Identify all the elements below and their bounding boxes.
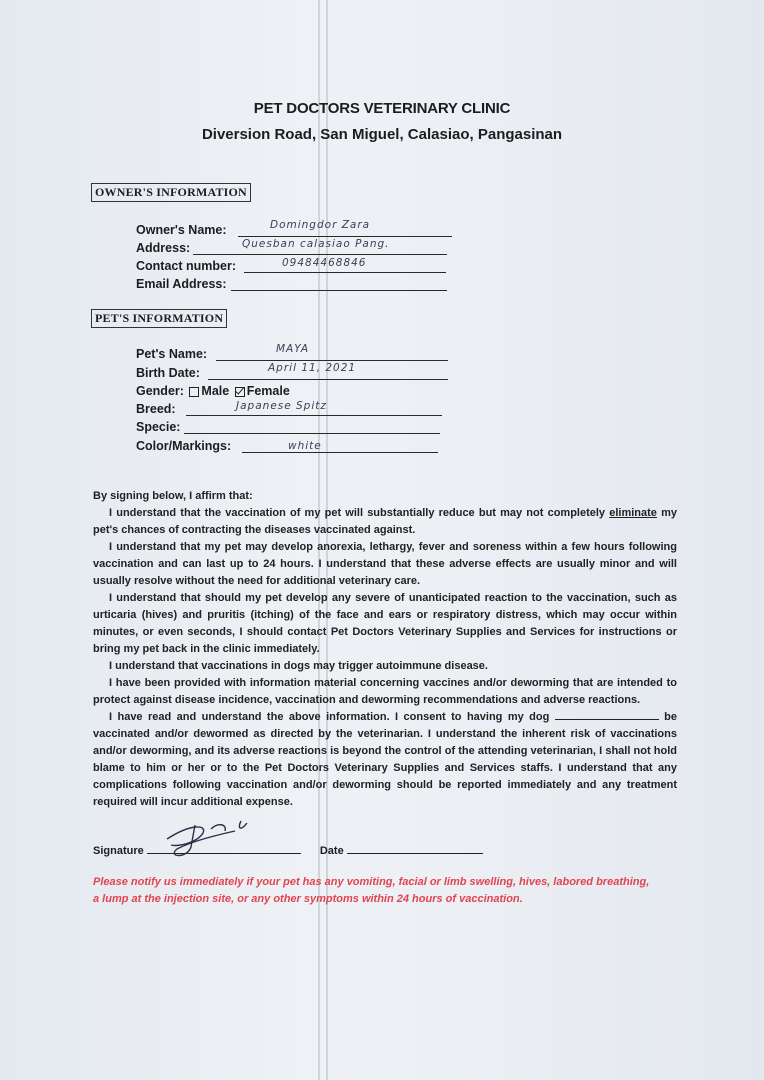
owner-name-line	[238, 236, 452, 237]
owner-section-heading: OWNER'S INFORMATION	[91, 183, 251, 202]
clinic-name: PET DOCTORS VETERINARY CLINIC	[253, 100, 511, 117]
signature-line[interactable]	[147, 843, 301, 854]
address-value[interactable]: Quesban calasiao Pang.	[242, 238, 390, 250]
consent-paragraph-4: I understand that vaccinations in dogs may trigger autoimmune disease.	[109, 660, 488, 672]
address-label: Address:	[136, 241, 191, 255]
clinic-address: Diversion Road, San Miguel, Calasiao, Pangasinan	[201, 126, 563, 143]
address-line	[193, 254, 447, 255]
email-label: Email Address:	[136, 277, 227, 291]
consent-paragraph-2: I understand that my pet may develop anorexia, lethargy, fever and soreness within a few hours following vaccination and can last up to 24 hours. I understand that these adverse effects are usually minor and will usually resolve without the need for additional veterinary care.	[93, 541, 677, 587]
consent-paragraph-6: I have read and understand the above information. I consent to having my dog be vaccinated and/or dewormed as directed by the veterinarian. I understand the inherent risk of vaccinations and/or deworming, and its adverse reactions is beyond the control of the attending veterinarian, I shall not hold blame to him or her or to the Pet Doctors Veterinary Supplies and Services staffs. I understand that any complications following vaccination and/or deworming should be reported immediately and any treatment required will incur additional expense.	[93, 711, 677, 808]
pet-name-value[interactable]: MAYA	[276, 343, 310, 355]
birth-date-line	[208, 379, 448, 380]
gender-female-checkbox[interactable]	[235, 387, 245, 397]
pet-name-line	[216, 360, 448, 361]
gender-female-label: Female	[246, 384, 290, 398]
date-line[interactable]	[347, 843, 483, 854]
specie-line[interactable]	[184, 433, 440, 434]
gender-label: Gender:	[136, 384, 184, 398]
contact-label: Contact number:	[136, 259, 236, 273]
owner-name-value[interactable]: Domingdor Zara	[270, 219, 371, 231]
owner-name-label: Owner's Name:	[136, 223, 227, 237]
specie-label: Specie:	[136, 420, 181, 434]
birth-date-value[interactable]: April 11, 2021	[268, 362, 357, 374]
gender-row	[136, 384, 290, 398]
consent-paragraph-3: I understand that should my pet develop any severe of unanticipated reaction to the vaccination, such as urticaria (hives) and pruritis (itching) of the face and ears or respiratory distress, which may occur within minutes, or even seconds, I should contact Pet Doctors Veterinary Supplies and Services for instructions or bring my pet back in the clinic immediately.	[93, 592, 677, 655]
dog-name-blank[interactable]	[555, 709, 659, 720]
birth-date-label: Birth Date:	[136, 366, 200, 380]
consent-paragraph-5: I have been provided with information material concerning vaccines and/or deworming that are intended to protect against disease incidence, vaccination and deworming recommendations and adverse reactions.	[93, 677, 677, 706]
consent-intro: By signing below, I affirm that:	[93, 490, 253, 502]
contact-line	[244, 272, 446, 273]
signature-label: Signature	[93, 845, 144, 857]
pet-name-label: Pet's Name:	[136, 347, 208, 361]
email-line[interactable]	[231, 290, 447, 291]
breed-line	[186, 415, 442, 416]
consent-text	[93, 488, 677, 811]
gender-male-checkbox[interactable]	[189, 387, 199, 397]
notice-text: Please notify us immediately if your pet has any vomiting, facial or limb swelling, hives, labored breathing, a lump at the injection site, or any other symptoms within 24 hours of vaccination.	[93, 876, 650, 905]
date-label: Date	[319, 845, 344, 857]
color-value[interactable]: white	[288, 440, 322, 452]
contact-value[interactable]: 09484468846	[282, 257, 367, 269]
gender-male-label: Male	[201, 384, 230, 398]
consent-paragraph-1: I understand that the vaccination of my pet will substantially reduce but may not completely eliminate my pet's chances of contracting the diseases vaccinated against.	[93, 507, 677, 536]
breed-value[interactable]: Japanese Spitz	[236, 400, 327, 412]
color-line	[242, 452, 438, 453]
pet-section-heading: PET'S INFORMATION	[91, 309, 227, 328]
breed-label: Breed:	[136, 402, 176, 416]
signature-row	[93, 843, 483, 857]
color-label: Color/Markings:	[136, 439, 232, 453]
signature-scribble-icon	[137, 817, 267, 859]
